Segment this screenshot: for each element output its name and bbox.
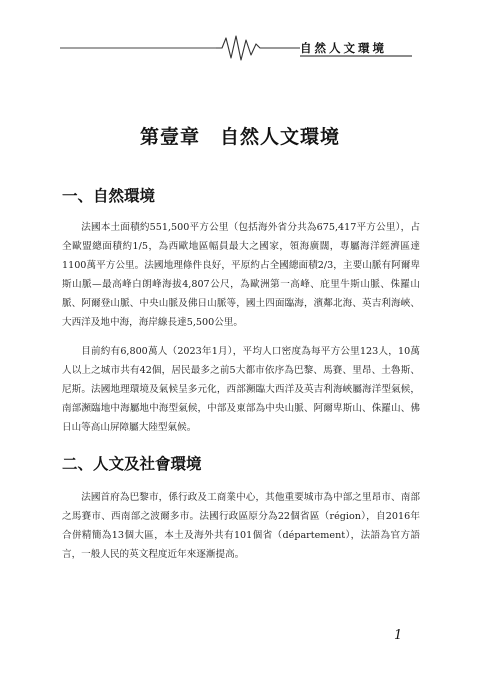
chapter-title: 第壹章 自然人文環境 (139, 126, 340, 148)
paragraph-humanities-1: 法國首府為巴黎市，係行政及工商業中心，其他重要城市為中部之里昂市、南部之馬賽市、西南部之波爾多市。法國行政區原分為22個省區（région），自2016年合併精簡為13個大區，本土及海外共有101個省（département），法語為官方語言，一般人民的英文程度近年來逐漸提高。 (62, 492, 420, 560)
paragraph-natural-1: 法國本土面積約551,500平方公里（包括海外省分共為675,417平方公里），占全歐盟總面積約1/5，為西歐地區幅員最大之國家，領海廣闊，專屬海洋經濟區達1100萬平方公里。法國地理條件良好，平原約占全國總面積2/3，主要山脈有阿爾卑斯山脈—最高峰白朗峰海拔4,807公尺，為歐洲第一高峰、庇里牛斯山脈、侏羅山脈、阿爾登山脈、中央山脈及佛日山脈等，國土四面臨海，濱鄰北海、英吉利海峽、大西洋及地中海，海岸線長達5,500公里。 (62, 222, 420, 328)
paragraph-natural-2: 目前約有6,800萬人（2023年1月），平均人口密度為每平方公里123人，10萬人以上之城市共有42個，居民最多之前5大都市依序為巴黎、馬賽、里昂、土魯斯、尼斯。法國地理環境及氣候呈多元化，西部瀕臨大西洋及英吉利海峽屬海洋型氣候，南部瀕臨地中海屬地中海型氣候，中部及東部為中央山脈、阿爾卑斯山、侏羅山、佛日山等高山屏障屬大陸型氣候。 (62, 346, 420, 433)
page-number: 1 (394, 628, 403, 643)
header-rule-heartbeat-icon (0, 0, 480, 70)
page-header (0, 0, 480, 70)
section-heading-natural-environment: 一、自然環境 (62, 186, 156, 205)
section-heading-humanities-society: 二、人文及社會環境 (62, 454, 202, 473)
running-header-title: 自然人文環境 (300, 41, 387, 55)
